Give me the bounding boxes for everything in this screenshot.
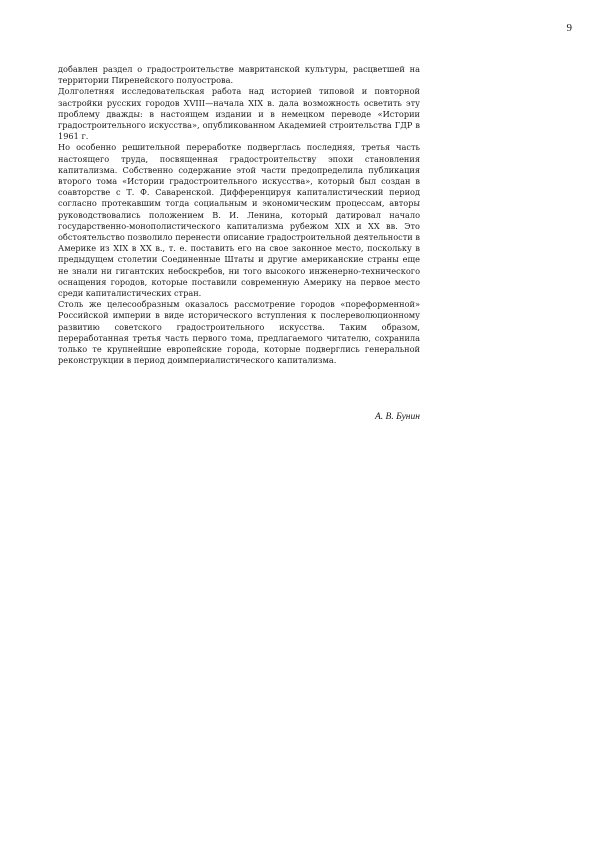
body-text [58,64,420,366]
author-signature: А. В. Бунин [375,412,420,422]
page-number: 9 [566,22,572,34]
paragraph: Но особенно решительной переработке подверглась последняя, третья часть настоящего труда, посвященная градостроительству эпохи становления капитализма. Собственно содержание этой части предопределила публикация второго тома «Истории градостроительного искусства», который был создан в соавторстве с Т. Ф. Саваренской. Дифференцируя капиталистический период согласно протекавшим тогда социальным и экономическим процессам, авторы руководствовались положением В. И. Ленина, который датировал начало государственно-монополистического капитализма рубежом XIX и XX вв. Это обстоятельство позволило перенести описание градостроительной деятельности в Америке из XIX в XX в., т. е. поставить его на свое законное место, поскольку в предыдущем столетии Соединенные Штаты и другие американские страны еще не знали ни гигантских небоскребов, ни того высокого инженерно-технического оснащения городов, которые поставили современную Америку на первое место среди капиталистических стран. [58,142,420,299]
paragraph: добавлен раздел о градостроительстве мавританской культуры, расцветшей на территории Пиренейского полуострова. [58,64,420,86]
paragraph: Долголетняя исследовательская работа над историей типовой и повторной застройки русских городов XVIII—начала XIX в. дала возможность осветить эту проблему дважды: в настоящем издании и в немецком переводе «Истории градостроительного искусства», опубликованном Академией строительства ГДР в 1961 г. [58,86,420,142]
paragraph: Столь же целесообразным оказалось рассмотрение городов «пореформенной» Российской империи в виде исторического вступления к послереволюционному развитию советского градостроительного искусства. Таким образом, переработанная третья часть первого тома, предлагаемого читателю, сохранила только те крупнейшие европейские города, которые подверглись генеральной реконструкции в период доимпериалистического капитализма. [58,299,420,366]
